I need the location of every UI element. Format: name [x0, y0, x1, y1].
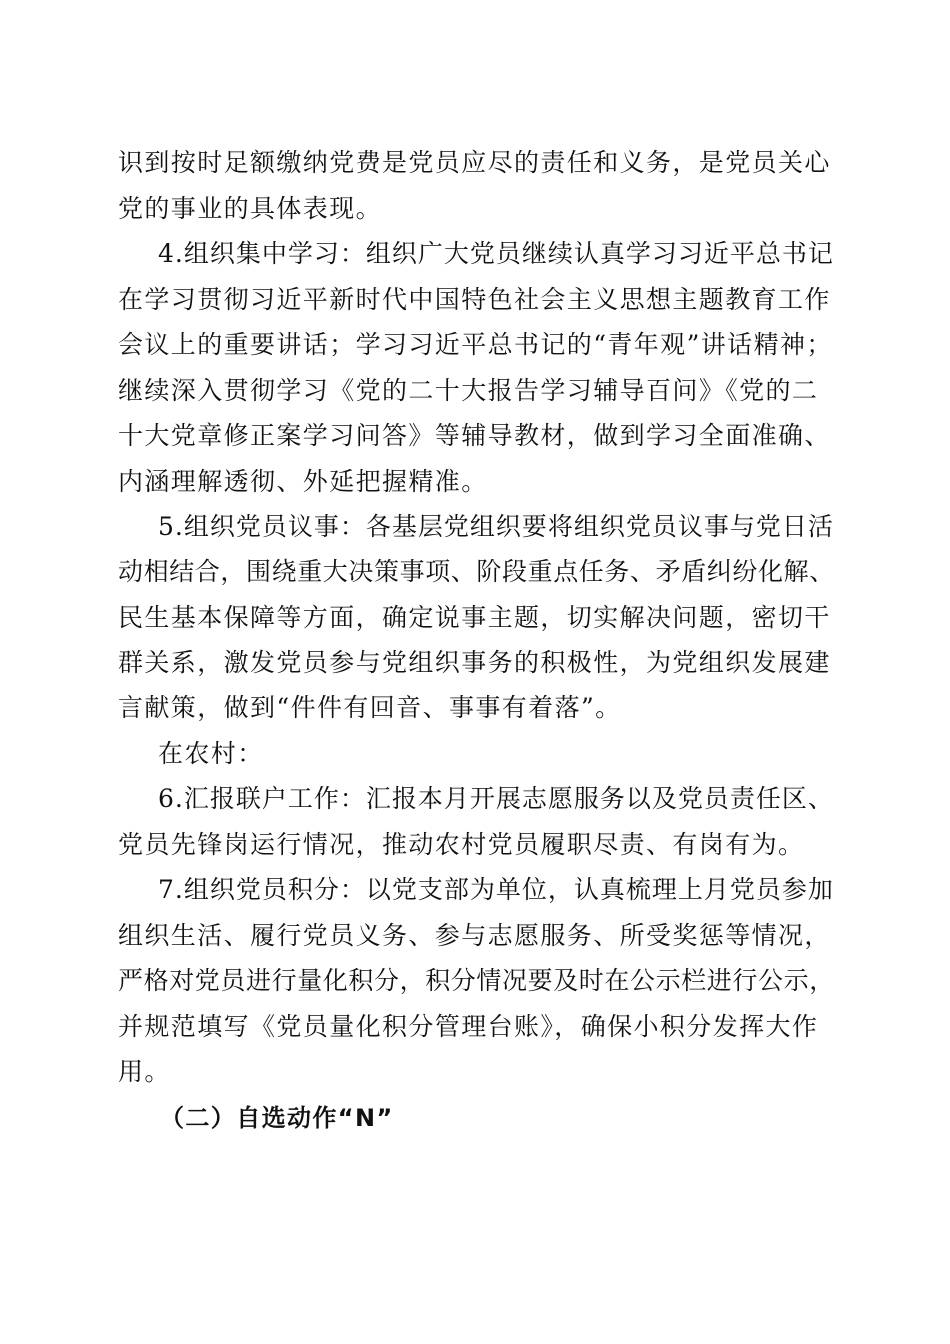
text-line: 严格对党员进行量化积分，积分情况要及时在公示栏进行公示，: [118, 966, 835, 995]
text-line: 内涵理解透彻、外延把握精准。: [118, 467, 488, 496]
text-line: 继续深入贯彻学习《党的二十大报告学习辅导百问》《党的二: [118, 376, 819, 405]
section-heading: （二）自选动作“N”: [160, 1104, 394, 1132]
text-line: 民生基本保障等方面，确定说事主题，切实解决问题，密切干: [118, 603, 831, 632]
text-line: 组织生活、履行党员义务、参与志愿服务、所受奖惩等情况，: [118, 921, 831, 950]
text-line: 在学习贯彻习近平新时代中国特色社会主义思想主题教育工作: [118, 285, 831, 314]
paragraph-5-start: 5.组织党员议事：各基层党组织要将组织党员议事与党日活: [158, 512, 834, 541]
text-line: 并规范填写《党员量化积分管理台账》，确保小积分发挥大作: [118, 1012, 819, 1041]
text-line: 言献策，做到“件件有回音、事事有着落”。: [118, 693, 622, 722]
text-line: 动相结合，围绕重大决策事项、阶段重点任务、矛盾纠纷化解、: [118, 557, 835, 586]
text-line: 识到按时足额缴纳党费是党员应尽的责任和义务，是党员关心: [118, 148, 831, 177]
text-line: 群关系，激发党员参与党组织事务的积极性，为党组织发展建: [118, 648, 831, 677]
text-line: 用。: [118, 1057, 171, 1086]
paragraph-4-start: 4.组织集中学习：组织广大党员继续认真学习习近平总书记: [158, 239, 834, 268]
text-line: 党的事业的具体表现。: [118, 194, 383, 223]
rural-subheading: 在农村：: [158, 739, 264, 768]
text-line: 会议上的重要讲话；学习习近平总书记的“青年观”讲话精神；: [118, 330, 833, 359]
paragraph-7-start: 7.组织党员积分：以党支部为单位，认真梳理上月党员参加: [158, 875, 834, 904]
paragraph-6-start: 6.汇报联户工作：汇报本月开展志愿服务以及党员责任区、: [158, 784, 834, 813]
text-line: 十大党章修正案学习问答》等辅导教材，做到学习全面准确、: [118, 421, 831, 450]
text-line: 党员先锋岗运行情况，推动农村党员履职尽责、有岗有为。: [118, 830, 805, 859]
